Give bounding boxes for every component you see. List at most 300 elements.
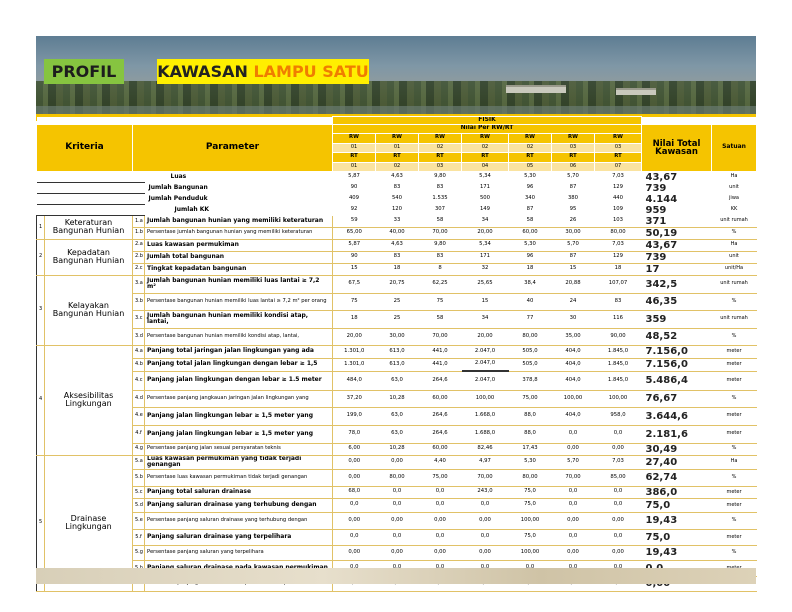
row-value: 958,0: [595, 407, 642, 425]
row-value: 75: [419, 293, 462, 310]
row-value: 0,0: [462, 529, 509, 545]
criteria-number: 4: [37, 345, 45, 455]
row-value: 60,00: [509, 227, 552, 239]
row-total: 17: [642, 263, 712, 275]
row-value: 1.301,0: [333, 345, 376, 358]
row-value: 0,0: [376, 498, 419, 512]
summary-total: 739: [642, 183, 712, 194]
criteria-name: Aksesibilitas Lingkungan: [45, 345, 133, 455]
row-parameter: Jumlah total bangunan: [145, 251, 333, 263]
row-value: 32: [462, 263, 509, 275]
row-value: 75,0: [509, 529, 552, 545]
row-unit: Ha: [712, 239, 757, 251]
row-value: 0,0: [333, 529, 376, 545]
summary-value: 5,30: [509, 171, 552, 183]
summary-value: 7,03: [595, 171, 642, 183]
row-total: 27,40: [642, 455, 712, 469]
table-row: [37, 425, 757, 443]
summary-value: 340: [509, 194, 552, 205]
row-total: 342,5: [642, 275, 712, 293]
section-label: FISIK: [333, 117, 642, 125]
row-value: 62,25: [419, 275, 462, 293]
row-value: 0,00: [333, 469, 376, 486]
row-code: 3.c: [133, 310, 145, 328]
row-value: 613,0: [376, 345, 419, 358]
row-value: 15: [462, 293, 509, 310]
col-kriteria: Kriteria: [37, 124, 133, 171]
row-value: 0,0: [552, 486, 595, 498]
row-value: 83: [419, 251, 462, 263]
rt-value: 02: [376, 162, 419, 171]
summary-value: 440: [595, 194, 642, 205]
row-value: 0,00: [595, 512, 642, 529]
row-total: 75,0: [642, 498, 712, 512]
row-value: 34: [462, 216, 509, 228]
row-value: 75: [333, 293, 376, 310]
row-parameter: Luas kawasan permukiman yang tidak terjadi genangan: [145, 455, 333, 469]
row-value: 5,70: [552, 239, 595, 251]
row-unit: %: [712, 227, 757, 239]
rw-value: 03: [552, 143, 595, 152]
summary-value: 109: [595, 205, 642, 216]
row-value: 199,0: [333, 407, 376, 425]
row-total: 386,0: [642, 486, 712, 498]
title-main: KAWASAN: [157, 62, 254, 81]
row-value: 404,0: [552, 358, 595, 371]
row-value: 4,63: [376, 239, 419, 251]
rt-header: RT: [552, 152, 595, 162]
summary-param: Luas: [145, 171, 333, 183]
row-parameter: Panjang total jalan lingkungan dengan lebar ≥ 1,5: [145, 358, 333, 371]
row-value: 75,00: [509, 390, 552, 407]
row-value: 58: [419, 216, 462, 228]
row-value: 83: [376, 251, 419, 263]
row-parameter: Panjang jalan lingkungan dengan lebar ≥ 1.5 meter: [145, 371, 333, 390]
row-value: 484,0: [333, 371, 376, 390]
rt-header: RT: [419, 152, 462, 162]
row-value: 1.845,0: [595, 358, 642, 371]
row-value: 0,0: [419, 498, 462, 512]
summary-row: [37, 194, 757, 205]
row-value: 40,00: [376, 227, 419, 239]
row-unit: %: [712, 328, 757, 345]
row-total: 62,74: [642, 469, 712, 486]
row-value: 0,00: [595, 443, 642, 455]
row-value: 0,00: [462, 512, 509, 529]
row-value: 65,00: [333, 227, 376, 239]
row-value: 30: [552, 310, 595, 328]
summary-value: 500: [462, 194, 509, 205]
summary-value: 5,87: [333, 171, 376, 183]
banner-building: [616, 88, 656, 95]
row-value: 90,00: [595, 328, 642, 345]
row-value: 0,00: [376, 512, 419, 529]
table-row: [37, 455, 757, 469]
row-value: 0,00: [462, 545, 509, 560]
summary-value: 9,80: [419, 171, 462, 183]
row-code: 4.e: [133, 407, 145, 425]
col-total: Nilai Total Kawasan: [642, 124, 712, 171]
summary-param: Jumlah Penduduk: [145, 194, 333, 205]
row-value: 0,00: [376, 455, 419, 469]
row-value: 0,00: [333, 512, 376, 529]
row-value: 90: [333, 251, 376, 263]
table-row: [37, 216, 757, 228]
row-parameter: Persentase panjang saluran drainase yang terhubung dengan: [145, 512, 333, 529]
row-unit: %: [712, 390, 757, 407]
row-value: 58: [419, 310, 462, 328]
row-value: 80,00: [595, 227, 642, 239]
row-total: 371: [642, 216, 712, 228]
row-parameter: Persentase panjang jangkauan jaringan jalan lingkungan yang: [145, 390, 333, 407]
rt-header: RT: [462, 152, 509, 162]
row-parameter: Persentase jumlah bangunan hunian yang memiliki keteraturan: [145, 227, 333, 239]
summary-param: Jumlah Bangunan: [145, 183, 333, 194]
rw-header: RW: [509, 133, 552, 143]
summary-total: 43,67: [642, 171, 712, 183]
row-unit: meter: [712, 425, 757, 443]
row-code: 5.f: [133, 529, 145, 545]
table-row: [37, 486, 757, 498]
banner-building: [506, 85, 566, 93]
title-highlight: LAMPU SATU: [253, 62, 369, 81]
row-parameter: Jumlah bangunan hunian memiliki luas lantai ≥ 7,2 m²: [145, 275, 333, 293]
row-value: 5,70: [552, 455, 595, 469]
summary-value: 83: [419, 183, 462, 194]
row-total: 30,49: [642, 443, 712, 455]
data-table: [36, 116, 757, 592]
row-value: 1.668,0: [462, 407, 509, 425]
table-row: [37, 345, 757, 358]
row-value: 2.047,0: [462, 345, 509, 358]
row-unit: unit/Ha: [712, 263, 757, 275]
footer-strip: [36, 568, 756, 584]
row-total: 50,19: [642, 227, 712, 239]
summary-unit: Ha: [712, 171, 757, 183]
row-value: 0,0: [376, 529, 419, 545]
row-value: 0,00: [333, 455, 376, 469]
table-row: [37, 358, 757, 371]
row-value: 0,00: [552, 512, 595, 529]
row-unit: meter: [712, 407, 757, 425]
row-total: 76,67: [642, 390, 712, 407]
row-parameter: Panjang total saluran drainase: [145, 486, 333, 498]
row-total: 43,67: [642, 239, 712, 251]
row-value: 441,0: [419, 345, 462, 358]
criteria-name: Keteraturan Bangunan Hunian: [45, 216, 133, 240]
row-value: 10,28: [376, 443, 419, 455]
row-value: 24: [552, 293, 595, 310]
row-parameter: Panjang saluran drainase yang terhubung dengan: [145, 498, 333, 512]
row-value: 70,00: [419, 227, 462, 239]
summary-value: 87: [552, 183, 595, 194]
row-code: 2.a: [133, 239, 145, 251]
table-row: [37, 251, 757, 263]
row-value: 70,00: [552, 469, 595, 486]
rt-value: 06: [552, 162, 595, 171]
row-parameter: Panjang saluran drainase yang terpelihara: [145, 529, 333, 545]
rt-value: 07: [595, 162, 642, 171]
row-code: 5.g: [133, 545, 145, 560]
profil-label: PROFIL: [44, 59, 124, 84]
row-code: 4.c: [133, 371, 145, 390]
row-value: 37,20: [333, 390, 376, 407]
summary-blank: [37, 205, 145, 216]
row-value: 34: [462, 310, 509, 328]
row-value: 0,0: [333, 498, 376, 512]
row-unit: %: [712, 293, 757, 310]
rw-header: RW: [333, 133, 376, 143]
row-unit: unit rumah: [712, 216, 757, 228]
row-value: 243,0: [462, 486, 509, 498]
row-value: 18: [376, 263, 419, 275]
rw-header: RW: [462, 133, 509, 143]
row-value: 25: [376, 310, 419, 328]
summary-value: 96: [509, 183, 552, 194]
row-value: 2.047,0: [462, 371, 509, 390]
col-satuan: Satuan: [712, 124, 757, 171]
row-value: 59: [333, 216, 376, 228]
row-value: 85,00: [595, 469, 642, 486]
row-value: 404,0: [552, 371, 595, 390]
summary-value: 5,70: [552, 171, 595, 183]
row-value: 378,8: [509, 371, 552, 390]
row-code: 5.b: [133, 469, 145, 486]
subheader: Nilai Per RW/RT: [333, 124, 642, 133]
rt-header: RT: [509, 152, 552, 162]
summary-value: 409: [333, 194, 376, 205]
row-value: 1.688,0: [462, 425, 509, 443]
criteria-number: 2: [37, 239, 45, 275]
row-value: 25: [376, 293, 419, 310]
row-unit: %: [712, 545, 757, 560]
row-total: 75,0: [642, 529, 712, 545]
row-value: 70,00: [462, 469, 509, 486]
row-unit: %: [712, 512, 757, 529]
row-code: 1.a: [133, 216, 145, 228]
row-value: 0,0: [552, 529, 595, 545]
row-value: 5,30: [509, 239, 552, 251]
row-value: 63,0: [376, 407, 419, 425]
row-parameter: Persentase bangunan hunian memiliki kondisi atap, lantai,: [145, 328, 333, 345]
row-value: 1.845,0: [595, 345, 642, 358]
rt-value: 01: [333, 162, 376, 171]
summary-value: 380: [552, 194, 595, 205]
row-unit: meter: [712, 529, 757, 545]
row-code: 4.d: [133, 390, 145, 407]
row-parameter: Luas kawasan permukiman: [145, 239, 333, 251]
row-code: 4.b: [133, 358, 145, 371]
row-unit: %: [712, 443, 757, 455]
row-value: 5,87: [333, 239, 376, 251]
row-code: 2.b: [133, 251, 145, 263]
summary-blank: [37, 171, 145, 183]
row-code: 5.c: [133, 486, 145, 498]
row-value: 75,0: [509, 486, 552, 498]
row-value: 20,00: [462, 328, 509, 345]
criteria-name: Kelayakan Bangunan Hunian: [45, 275, 133, 345]
summary-unit: unit: [712, 183, 757, 194]
row-value: 87: [552, 251, 595, 263]
row-parameter: Persentase panjang saluran yang terpelihara: [145, 545, 333, 560]
row-value: 505,0: [509, 345, 552, 358]
row-total: 48,52: [642, 328, 712, 345]
row-total: 46,35: [642, 293, 712, 310]
summary-blank: [37, 183, 145, 194]
row-code: 4.g: [133, 443, 145, 455]
row-value: 38,4: [509, 275, 552, 293]
row-value: 68,0: [333, 486, 376, 498]
row-value: 17,43: [509, 443, 552, 455]
row-unit: %: [712, 469, 757, 486]
summary-row: [37, 183, 757, 194]
row-parameter: Panjang jalan lingkungan lebar ≥ 1,5 meter yang: [145, 407, 333, 425]
row-value: 5,34: [462, 239, 509, 251]
table-row: [37, 371, 757, 390]
row-value: 129: [595, 251, 642, 263]
row-value: 0,0: [376, 486, 419, 498]
row-value: 404,0: [552, 345, 595, 358]
summary-value: 95: [552, 205, 595, 216]
rw-header: RW: [552, 133, 595, 143]
row-value: 60,00: [419, 390, 462, 407]
table-row: [37, 328, 757, 345]
rw-value: 02: [462, 143, 509, 152]
rw-header: RW: [419, 133, 462, 143]
rw-header: RW: [376, 133, 419, 143]
row-value: 0,0: [595, 498, 642, 512]
row-value: 0,0: [595, 425, 642, 443]
table-row: [37, 310, 757, 328]
row-value: 18: [595, 263, 642, 275]
row-value: 0,00: [552, 545, 595, 560]
row-code: 3.d: [133, 328, 145, 345]
row-value: 20,00: [462, 227, 509, 239]
row-total: 19,43: [642, 512, 712, 529]
table-row: [37, 390, 757, 407]
header-banner: [36, 36, 756, 115]
criteria-name: Kepadatan Bangunan Hunian: [45, 239, 133, 275]
row-parameter: Jumlah bangunan hunian yang memiliki keteraturan: [145, 216, 333, 228]
summary-value: 540: [376, 194, 419, 205]
row-value: 63,0: [376, 425, 419, 443]
row-value: 0,00: [376, 545, 419, 560]
table-row: [37, 545, 757, 560]
table-row: [37, 407, 757, 425]
row-unit: meter: [712, 498, 757, 512]
row-value: 100,00: [509, 512, 552, 529]
table-row: [37, 275, 757, 293]
row-value: 0,0: [552, 498, 595, 512]
summary-value: 87: [509, 205, 552, 216]
row-value: 30,00: [376, 328, 419, 345]
row-parameter: Persentase panjang jalan sesuai persyaratan teknis: [145, 443, 333, 455]
row-total: 7.156,0: [642, 345, 712, 358]
rt-header: RT: [333, 152, 376, 162]
row-total: 359: [642, 310, 712, 328]
criteria-number: 5: [37, 455, 45, 591]
row-value: 7,03: [595, 239, 642, 251]
row-value: 6,00: [333, 443, 376, 455]
summary-value: 149: [462, 205, 509, 216]
table-row: [37, 469, 757, 486]
row-value: 1.845,0: [595, 371, 642, 390]
row-value: 58: [509, 216, 552, 228]
summary-total: 4.144: [642, 194, 712, 205]
row-value: 75,0: [509, 498, 552, 512]
table-row: [37, 529, 757, 545]
rt-header: RT: [595, 152, 642, 162]
page-title: [157, 59, 369, 84]
row-value: 0,00: [595, 545, 642, 560]
rw-value: 03: [595, 143, 642, 152]
row-value: 80,00: [509, 469, 552, 486]
row-value: 83: [595, 293, 642, 310]
summary-value: 5,34: [462, 171, 509, 183]
row-value: 0,0: [462, 498, 509, 512]
rw-value: 01: [376, 143, 419, 152]
row-total: 2.181,6: [642, 425, 712, 443]
row-value: 264,6: [419, 371, 462, 390]
row-code: 4.f: [133, 425, 145, 443]
row-value: 100,00: [552, 390, 595, 407]
row-unit: unit: [712, 251, 757, 263]
row-value: 80,00: [509, 328, 552, 345]
row-value: 100,00: [595, 390, 642, 407]
rw-value: 01: [333, 143, 376, 152]
row-value: 0,0: [595, 529, 642, 545]
row-parameter: Panjang jalan lingkungan lebar ≥ 1,5 meter yang: [145, 425, 333, 443]
row-total: 7.156,0: [642, 358, 712, 371]
row-value: 75,00: [419, 469, 462, 486]
summary-value: 120: [376, 205, 419, 216]
row-value: 613,0: [376, 358, 419, 371]
criteria-number: 3: [37, 275, 45, 345]
row-total: 739: [642, 251, 712, 263]
row-value: 20,88: [552, 275, 595, 293]
rt-value: 05: [509, 162, 552, 171]
row-value: 70,00: [419, 328, 462, 345]
rt-header: RT: [376, 152, 419, 162]
summary-value: 129: [595, 183, 642, 194]
row-parameter: Persentase luas kawasan permukiman tidak terjadi genangan: [145, 469, 333, 486]
summary-value: 92: [333, 205, 376, 216]
row-value: 30,00: [552, 227, 595, 239]
row-value: 8: [419, 263, 462, 275]
row-value: 0,00: [419, 545, 462, 560]
row-unit: meter: [712, 345, 757, 358]
table-row: [37, 293, 757, 310]
row-unit: meter: [712, 358, 757, 371]
rw-value: 02: [419, 143, 462, 152]
row-unit: meter: [712, 371, 757, 390]
row-value: 10,28: [376, 390, 419, 407]
row-value: 78,0: [333, 425, 376, 443]
row-value: 4,97: [462, 455, 509, 469]
summary-row: [37, 205, 757, 216]
col-parameter: Parameter: [133, 124, 333, 171]
row-value: 116: [595, 310, 642, 328]
row-value: 5,30: [509, 455, 552, 469]
row-value: 15: [552, 263, 595, 275]
row-value: 26: [552, 216, 595, 228]
row-value: 67,5: [333, 275, 376, 293]
summary-param: Jumlah KK: [145, 205, 333, 216]
row-value: 505,0: [509, 358, 552, 371]
row-value: 18: [333, 310, 376, 328]
row-value: 88,0: [509, 425, 552, 443]
row-code: 5.d: [133, 498, 145, 512]
